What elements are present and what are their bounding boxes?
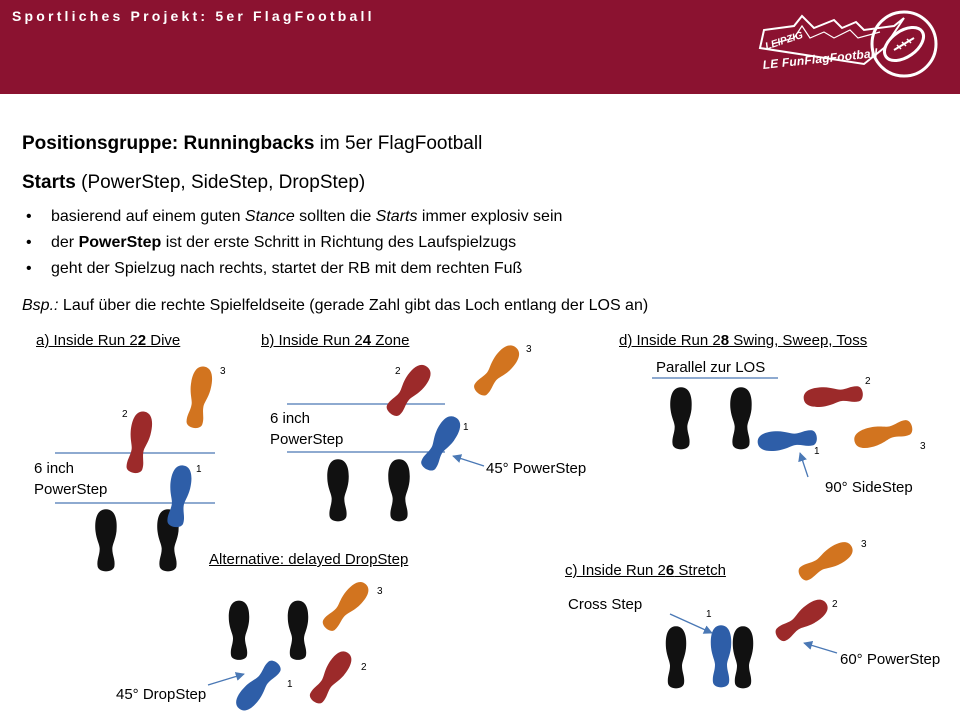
title-bold: Positionsgruppe: Runningbacks [22,133,315,154]
step2-foot-icon [383,361,436,420]
step-number: 2 [395,366,401,377]
diagram-b-title: b) Inside Run 24 Zone [261,332,410,349]
right-foot-icon [288,601,308,660]
step-number: 1 [287,679,293,690]
right-foot-icon [733,626,753,688]
diagram-c-title: c) Inside Run 26 Stretch [565,562,726,579]
right-foot-icon [388,459,409,521]
diagram-c-callout: 60° PowerStep [840,651,941,668]
step1-foot-icon [165,464,194,528]
step3-foot-icon [795,538,856,585]
step-number: 1 [706,609,712,620]
step-number: 2 [865,376,871,387]
section-title-rest: (PowerStep, SideStep, DropStep) [75,172,366,193]
step3-foot-icon [470,341,524,400]
example-line: Bsp.: Lauf über die rechte Spielfeldseite (gerade Zahl gibt das Loch entlang der LOS an) [22,297,649,314]
step-number: 3 [377,586,383,597]
step2-foot-icon [123,410,154,475]
step1-foot-icon [711,625,731,687]
diagram-alt-title: Alternative: delayed DropStep [209,551,409,568]
step2-foot-icon [772,595,832,645]
title-rest: im 5er FlagFootball [314,133,483,154]
diagram-b-note: 6 inch PowerStep [270,410,344,448]
section-title-bold: Starts [22,172,76,193]
header-title: Sportliches Projekt: 5er FlagFootball [12,8,375,24]
step-number: 3 [861,539,867,550]
step-number: 3 [220,366,226,377]
diagram-a-title: a) Inside Run 22 Dive [36,332,181,349]
left-foot-icon [327,459,348,521]
left-foot-icon [95,509,116,571]
step-number: 1 [196,464,202,475]
left-foot-icon [229,601,249,660]
step-number: 2 [832,599,838,610]
logo-text-top: LEIPZIG [764,29,805,53]
diagram-c-note: Cross Step [568,596,643,613]
left-foot-icon [666,626,686,688]
diagram-alt-callout: 45° DropStep [116,686,207,703]
logo-text-main: LE FunFlagFootball [762,45,879,72]
step1-foot-icon [417,412,464,474]
step1-foot-icon [232,657,285,715]
diagram-d-note: Parallel zur LOS [656,359,766,376]
diagram-d-title: d) Inside Run 28 Swing, Sweep, Toss [619,332,868,349]
list-item: • der PowerStep ist der erste Schritt in Richtung des Laufspielzugs [22,233,562,259]
step1-foot-icon [757,428,818,453]
step-number: 2 [361,662,367,673]
left-foot-icon [670,387,691,449]
step3-foot-icon [852,417,914,451]
step2-foot-icon [803,384,864,409]
list-item: • geht der Spielzug nach rechts, startet der RB mit dem rechten Fuß [22,259,562,285]
diagram-a-note: 6 inch PowerStep [34,460,108,498]
step3-foot-icon [183,365,214,430]
callout-arrow [208,674,244,685]
callout-arrow [800,453,808,477]
step-number: 1 [463,422,469,433]
diagram-b-callout: 45° PowerStep [486,460,587,477]
callout-arrow [804,643,837,653]
step-number: 2 [122,409,128,420]
right-foot-icon [730,387,751,449]
step2-foot-icon [306,647,356,707]
diagram-d-callout: 90° SideStep [825,479,913,496]
list-item: • basierend auf einem guten Stance sollten die Starts immer explosiv sein [22,207,562,233]
step-number: 3 [526,344,532,355]
step-number: 1 [814,446,820,457]
step-number: 3 [920,441,926,452]
step3-foot-icon [319,578,373,635]
callout-arrow [453,456,484,466]
